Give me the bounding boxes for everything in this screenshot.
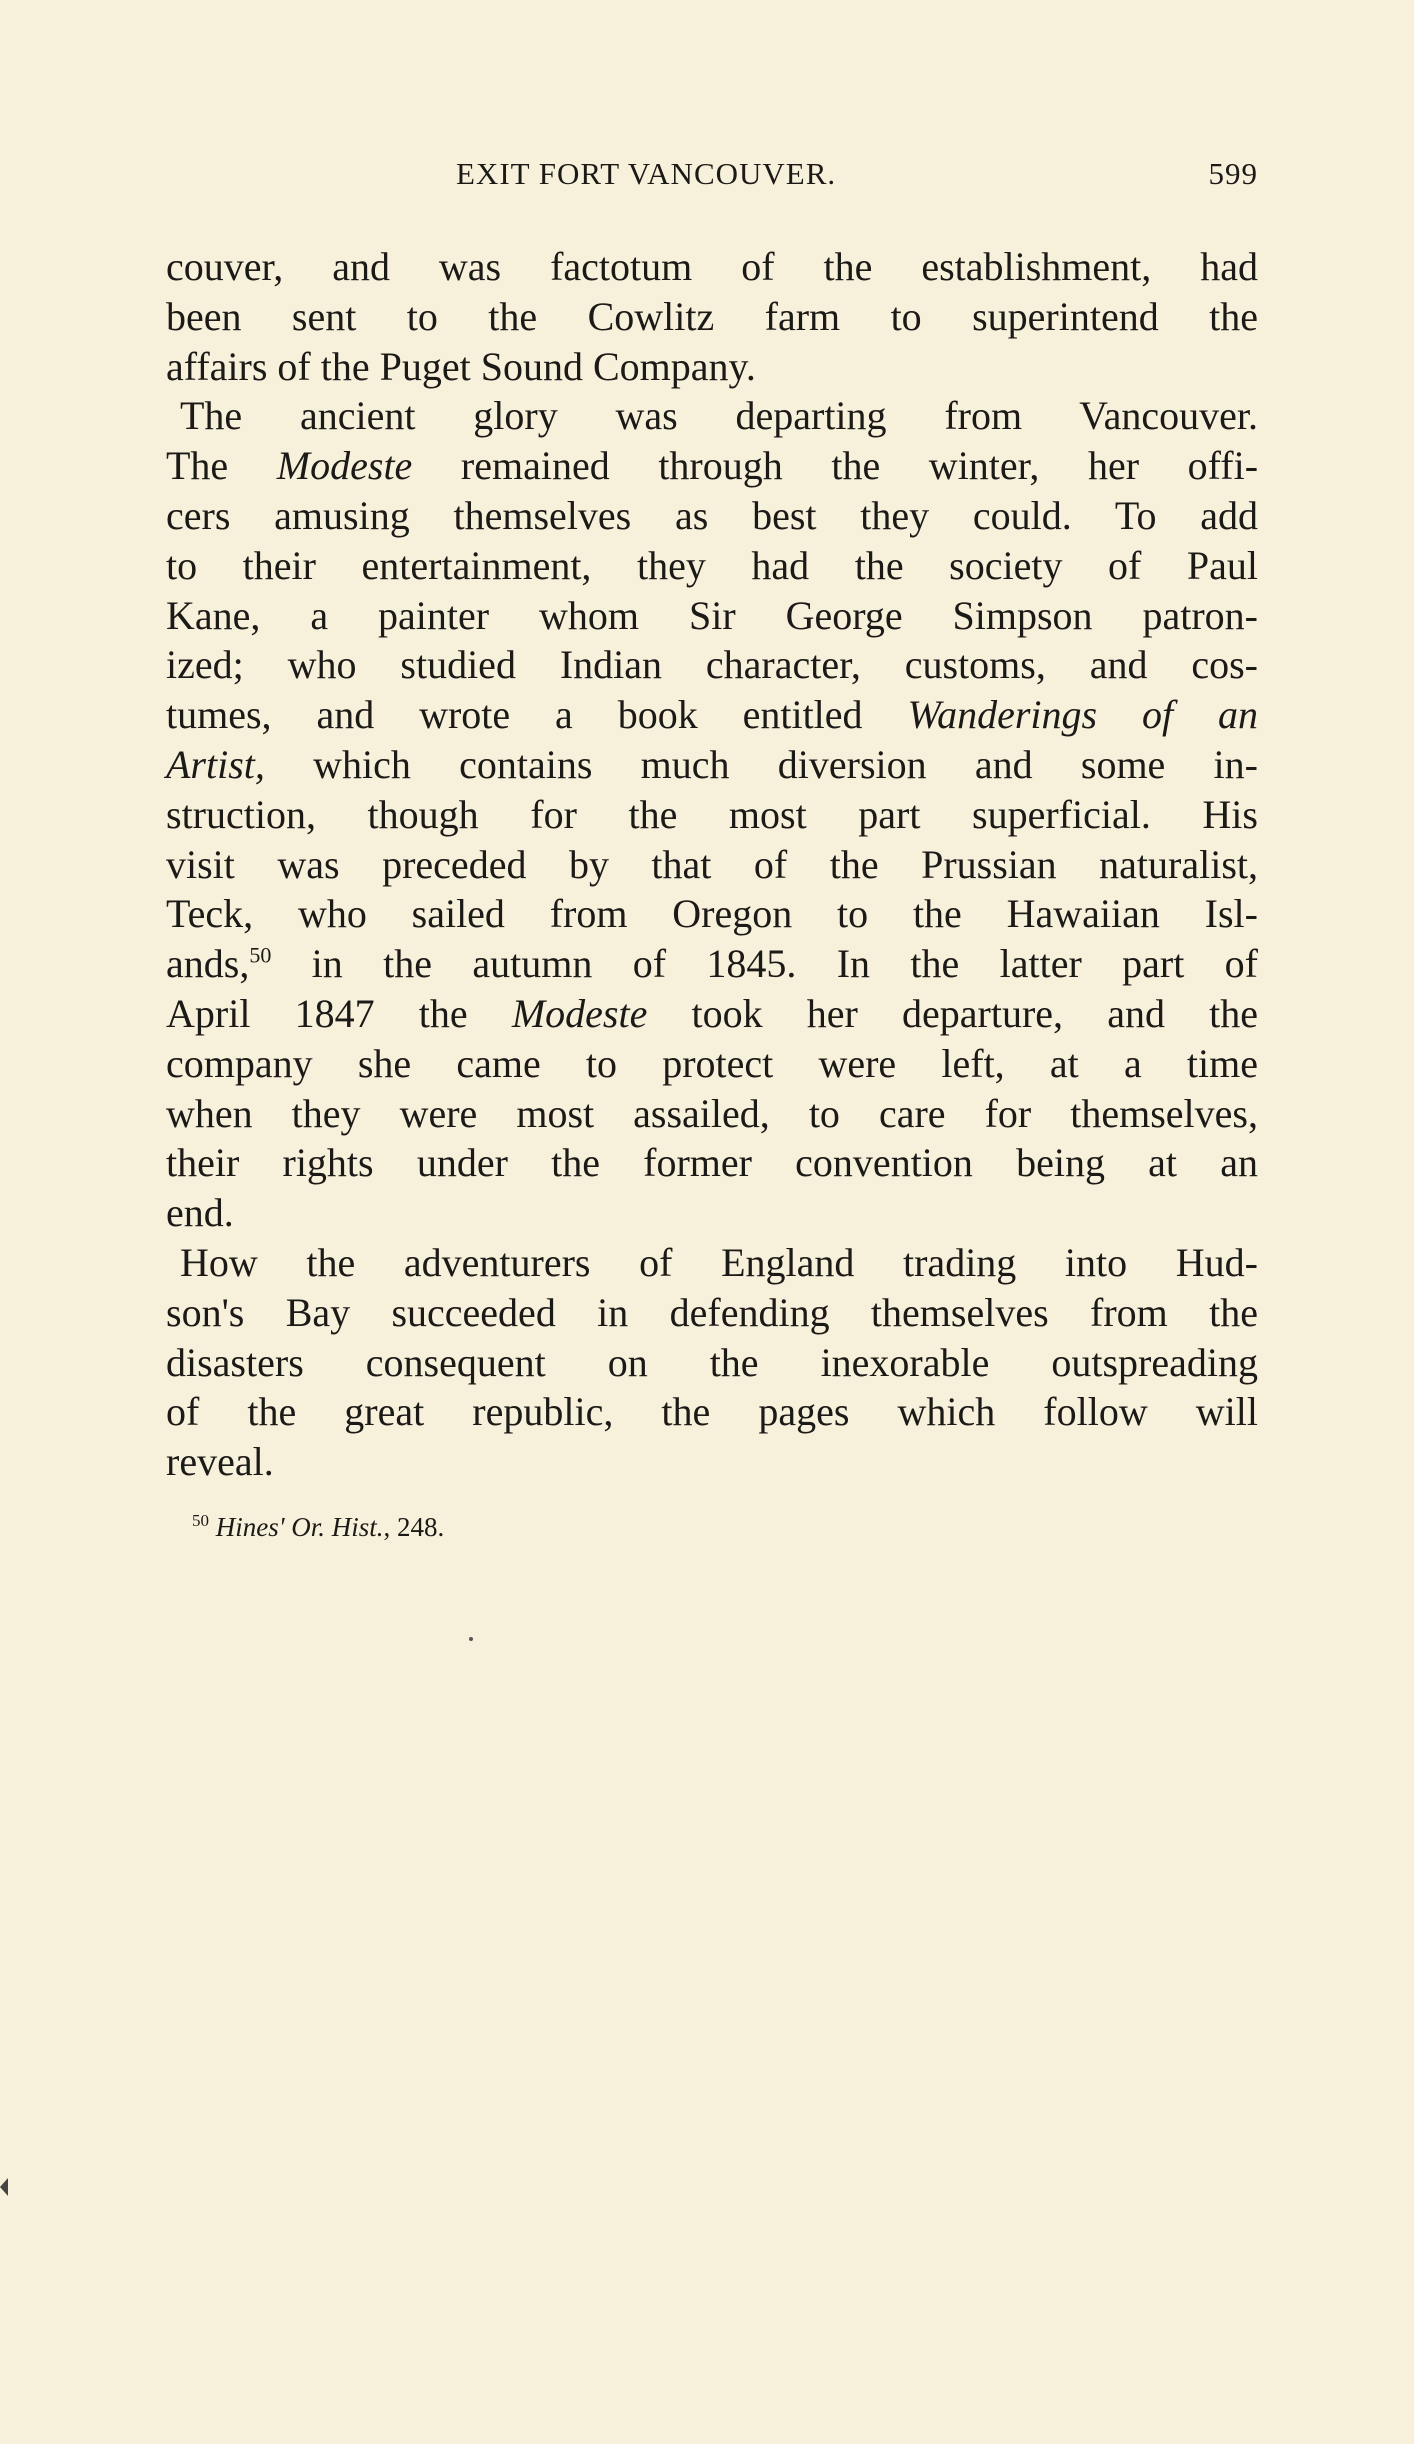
text-line: April 1847 the Modeste took her departure, and the bbox=[166, 990, 1258, 1036]
running-head bbox=[166, 156, 1258, 200]
book-title: Artist, bbox=[166, 741, 265, 787]
text-line: been sent to the Cowlitz farm to superintend the bbox=[166, 293, 1258, 339]
text-line: when they were most assailed, to care for themselves, bbox=[166, 1090, 1258, 1136]
running-title: EXIT FORT VANCOUVER. bbox=[456, 156, 837, 191]
text-line: of the great republic, the pages which follow will bbox=[166, 1389, 1258, 1435]
page-edge-mark bbox=[0, 2178, 8, 2196]
text-line: son's Bay succeeded in defending themselves from the bbox=[166, 1289, 1258, 1335]
body-text bbox=[166, 242, 1258, 1487]
text-line: ands,$^{50}$ in the autumn of 1845. In the latter part of bbox=[166, 941, 1258, 987]
ship-name: Modeste bbox=[511, 990, 648, 1036]
paragraph-first-line: The ancient glory was departing from Vancouver. bbox=[180, 393, 1258, 439]
footnote-reference: 50 bbox=[249, 942, 272, 968]
text-line: couver, and was factotum of the establishment, had bbox=[166, 244, 1258, 289]
page-number: 599 bbox=[1208, 156, 1258, 191]
ship-name: Modeste bbox=[276, 443, 413, 489]
text-line: Artist, which contains much diversion and some in- bbox=[166, 741, 1258, 787]
text-line: struction, though for the most part superficial. His bbox=[166, 791, 1258, 837]
text-line: to their entertainment, they had the society of Paul bbox=[166, 542, 1258, 588]
text-line: company she came to protect were left, at a time bbox=[166, 1040, 1258, 1086]
footnote-page: , 248. bbox=[383, 1512, 445, 1542]
text-line: tumes, and wrote a book entitled Wanderings of an bbox=[166, 692, 1258, 738]
text-line: cers amusing themselves as best they could. To add bbox=[166, 492, 1258, 538]
text-line: end. bbox=[166, 1190, 234, 1236]
text-line: reveal. bbox=[166, 1439, 274, 1485]
text-line: their rights under the former convention being at an bbox=[166, 1140, 1258, 1186]
text-line: disasters consequent on the inexorable outspreading bbox=[166, 1339, 1258, 1385]
text-line: Teck, who sailed from Oregon to the Hawaiian Isl- bbox=[166, 891, 1258, 937]
text-line: Kane, a painter whom Sir George Simpson patron- bbox=[166, 592, 1258, 638]
footnote bbox=[192, 1512, 444, 1543]
footnote-marker: 50 bbox=[192, 1511, 209, 1530]
text-line: affairs of the Puget Sound Company. bbox=[166, 343, 756, 389]
text-line: ized; who studied Indian character, customs, and cos- bbox=[166, 642, 1258, 688]
text-line: The Modeste remained through the winter, her offi- bbox=[166, 443, 1259, 489]
book-title: Wanderings of an bbox=[907, 692, 1258, 738]
footnote-source-title: Hines' Or. Hist. bbox=[215, 1512, 384, 1542]
text-line: visit was preceded by that of the Prussian naturalist, bbox=[166, 841, 1258, 887]
paragraph-first-line: How the adventurers of England trading into Hud- bbox=[180, 1239, 1258, 1285]
ink-speck bbox=[469, 1637, 473, 1641]
